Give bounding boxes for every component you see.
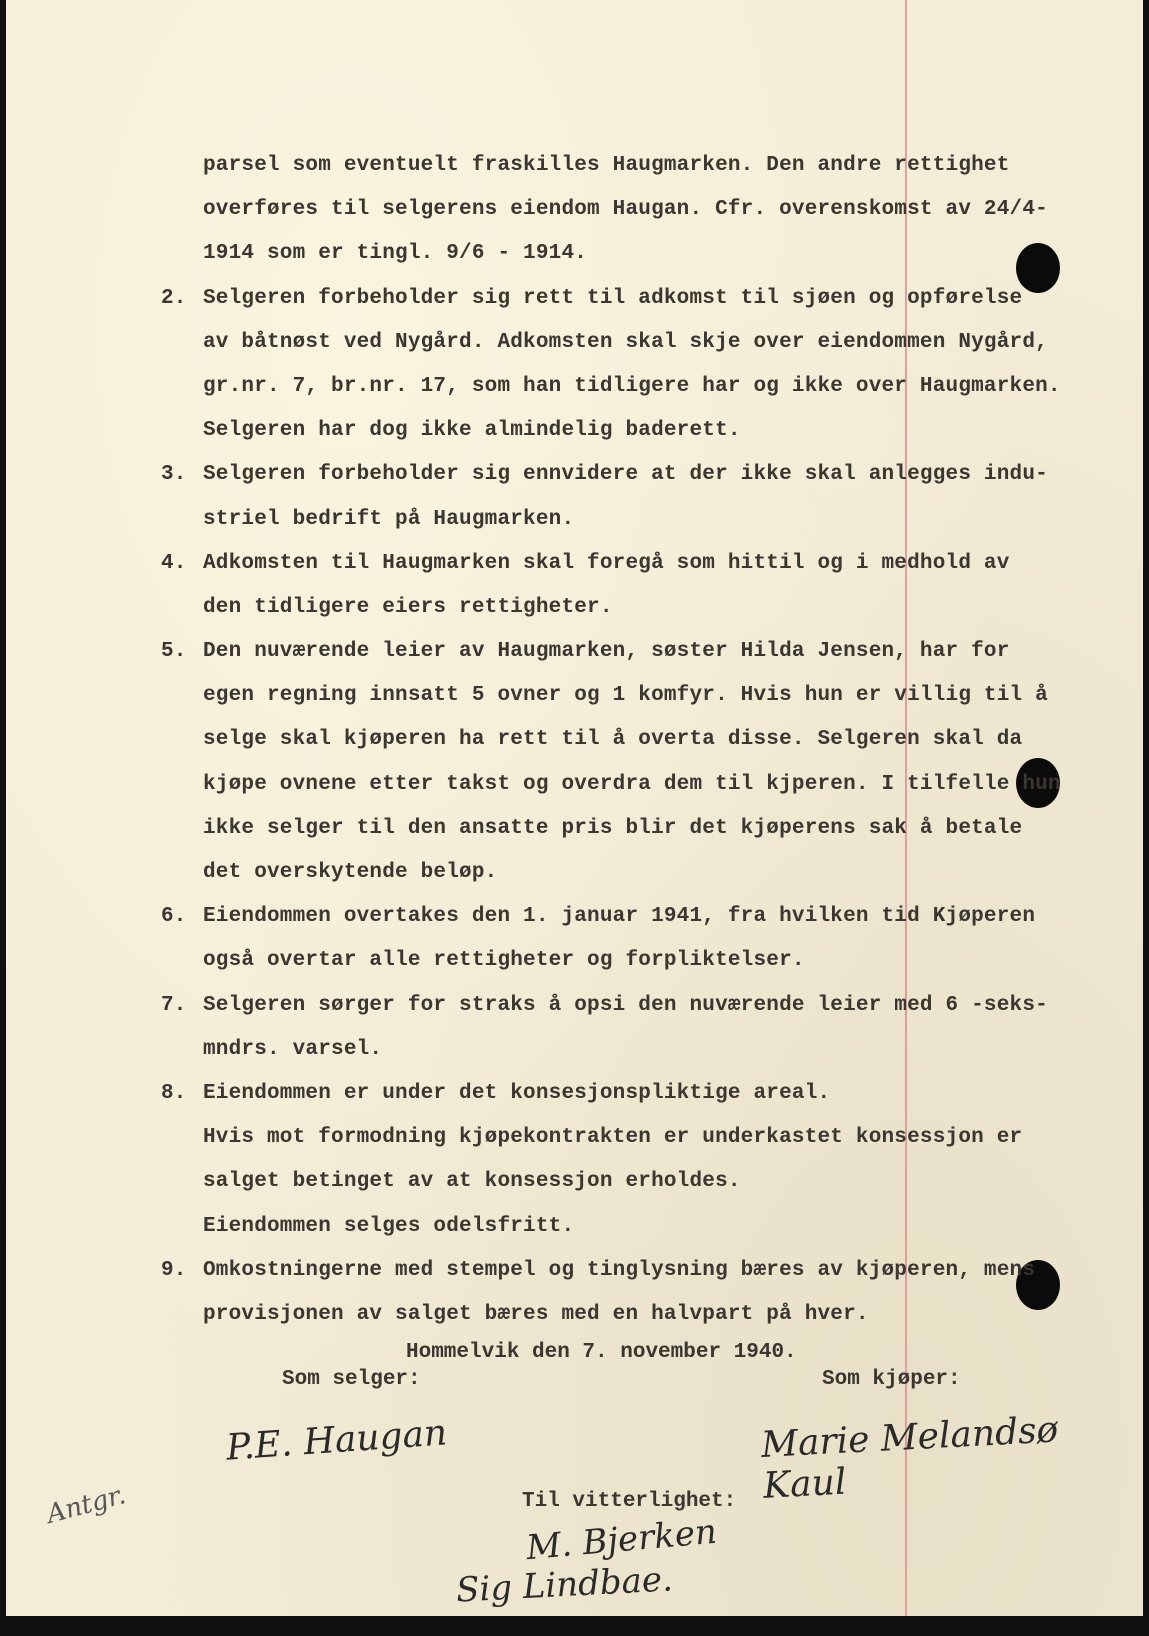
text-line xyxy=(6,502,1143,546)
witness-signature-2: Sig Lindbae. xyxy=(455,1559,674,1611)
item-number: 2. xyxy=(161,286,187,310)
line-text: det overskytende beløp. xyxy=(203,861,498,884)
line-text: Selgeren forbeholder sig ennvidere at der ikke skal anlegges indu- xyxy=(203,463,1048,487)
witness-label: Til vitterlighet: xyxy=(522,1490,737,1513)
line-text: den tidligere eiers rettigheter. xyxy=(203,595,613,619)
text-line xyxy=(6,281,1143,325)
item-number: 5. xyxy=(161,640,187,664)
text-line xyxy=(6,1209,1143,1253)
line-text: Selgeren har dog ikke almindelig baderett. xyxy=(203,419,741,443)
line-text: 1914 som er tingl. 9/6 - 1914. xyxy=(203,242,588,266)
line-text: overføres til selgerens eiendom Haugan. Cfr. overenskomst av 24/4- xyxy=(203,198,1048,222)
line-text: Den nuværende leier av Haugmarken, søster Hilda Jensen, har for xyxy=(203,640,1010,664)
line-text: ikke selger til den ansatte pris blir det kjøperens sak å betale xyxy=(203,816,1023,840)
line-text: Adkomsten til Haugmarken skal foregå som hittil og i medhold av xyxy=(203,551,1010,575)
line-text: Omkostningerne med stempel og tinglysning bæres av kjøperen, mens xyxy=(203,1258,1036,1282)
item-number: 8. xyxy=(161,1081,187,1105)
line-text: Selgeren sørger for straks å opsi den nuværende leier med 6 -seks- xyxy=(203,993,1048,1017)
item-number: 3. xyxy=(161,463,187,487)
line-text: Hvis mot formodning kjøpekontrakten er underkastet konsessjon er xyxy=(203,1126,1023,1150)
text-line xyxy=(6,1297,1143,1341)
line-text: gr.nr. 7, br.nr. 17, som han tidligere har og ikke over Haugmarken. xyxy=(203,374,1061,398)
line-text: provisjonen av salget bæres med en halvpart på hver. xyxy=(203,1302,869,1326)
text-line xyxy=(6,855,1143,899)
text-line xyxy=(6,811,1143,855)
line-text: egen regning innsatt 5 ovner og 1 komfyr. Hvis hun er villig til å xyxy=(203,684,1048,708)
line-text: mndrs. varsel. xyxy=(203,1037,383,1061)
text-line xyxy=(6,192,1143,236)
line-text: striel bedrift på Haugmarken. xyxy=(203,507,575,531)
line-text: parsel som eventuelt fraskilles Haugmarken. Den andre rettighet xyxy=(203,154,1010,177)
line-text: salget betinget av at konsessjon erholdes. xyxy=(203,1170,741,1194)
text-line xyxy=(6,546,1143,590)
text-line xyxy=(6,457,1143,501)
text-line xyxy=(6,369,1143,413)
line-text: av båtnøst ved Nygård. Adkomsten skal skje over eiendommen Nygård, xyxy=(203,330,1048,354)
text-line xyxy=(6,1120,1143,1164)
place-date: Hommelvik den 7. november 1940. xyxy=(406,1341,797,1364)
seller-label: Som selger: xyxy=(282,1368,421,1391)
text-line xyxy=(6,236,1143,280)
line-text: Eiendommen selges odelsfritt. xyxy=(203,1214,575,1238)
item-number: 6. xyxy=(161,905,187,929)
line-text: også overtar alle rettigheter og forpliktelser. xyxy=(203,949,805,973)
text-line xyxy=(6,413,1143,457)
text-line xyxy=(6,722,1143,766)
text-line xyxy=(6,767,1143,811)
text-line xyxy=(6,1164,1143,1208)
item-number: 4. xyxy=(161,551,187,575)
margin-note: Antgr. xyxy=(43,1480,129,1530)
text-line xyxy=(6,1032,1143,1076)
buyer-label: Som kjøper: xyxy=(822,1368,961,1391)
line-text: Selgeren forbeholder sig rett til adkomst til sjøen og opførelse xyxy=(203,286,1023,310)
seller-signature: P.E. Haugan xyxy=(224,1412,449,1469)
document-page xyxy=(6,0,1143,1616)
line-text: kjøpe ovnene etter takst og overdra dem til kjperen. I tilfelle hun xyxy=(203,772,1061,796)
item-number: 9. xyxy=(161,1258,187,1282)
text-line xyxy=(6,325,1143,369)
text-line xyxy=(6,634,1143,678)
buyer-signature: Marie Melandsø Kaul xyxy=(760,1409,1060,1507)
text-line xyxy=(6,148,1143,192)
line-text: selge skal kjøperen ha rett til å overta disse. Selgeren skal da xyxy=(203,728,1023,752)
text-line xyxy=(6,943,1143,987)
text-line xyxy=(6,899,1143,943)
text-line xyxy=(6,678,1143,722)
contract-body xyxy=(6,148,1143,1341)
item-number: 7. xyxy=(161,993,187,1017)
line-text: Eiendommen overtakes den 1. januar 1941, fra hvilken tid Kjøperen xyxy=(203,905,1036,929)
text-line xyxy=(6,1253,1143,1297)
witness-signature-1: M. Bjerken xyxy=(524,1511,719,1569)
text-line xyxy=(6,988,1143,1032)
text-line xyxy=(6,1076,1143,1120)
line-text: Eiendommen er under det konsesjonspliktige areal. xyxy=(203,1081,831,1105)
text-line xyxy=(6,590,1143,634)
